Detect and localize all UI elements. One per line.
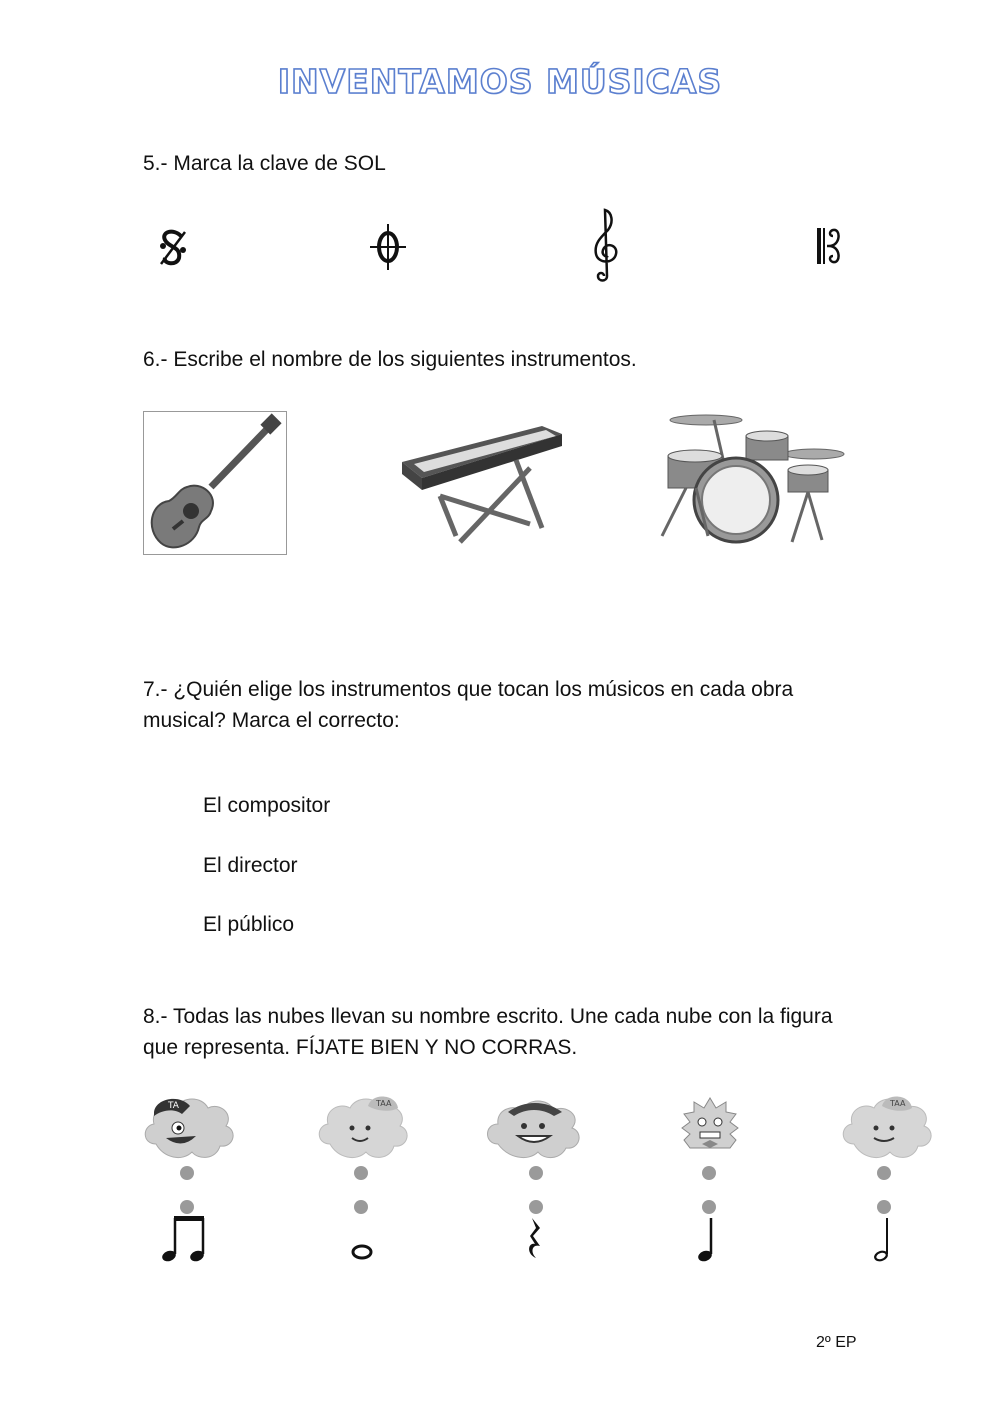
quarter-rest-icon [526,1212,546,1264]
segno-icon[interactable] [155,226,191,270]
option-director[interactable]: El director [203,854,298,877]
page-title: INVENTAMOS MÚSICAS [277,62,723,101]
option-compositor[interactable]: El compositor [203,794,331,817]
cloud-character-2 [312,1088,412,1168]
cloud-cap-text: TA [168,1101,179,1111]
footer-grade: 2º EP [816,1334,857,1351]
half-note-icon [872,1212,894,1264]
cloud-cap-text: TAA [376,1099,392,1108]
cloud-dot-1[interactable] [180,1166,194,1180]
eighth-notes-icon [160,1212,210,1264]
quarter-note-icon [696,1212,718,1264]
cloud-character-4 [660,1088,760,1168]
alto-clef-icon[interactable] [815,226,845,266]
cloud-dot-5[interactable] [877,1166,891,1180]
drum-kit-image [656,412,846,548]
treble-clef-icon[interactable] [588,206,624,284]
coda-icon[interactable] [368,222,408,272]
cloud-character-3 [484,1088,584,1168]
question-7: 7.- ¿Quién elige los instrumentos que tocan los músicos en cada obra musical? Marca el correcto: [143,678,794,732]
cloud-character-5 [836,1088,936,1168]
cloud-dot-4[interactable] [702,1166,716,1180]
cloud-character-1 [138,1088,238,1168]
guitar-image [143,411,287,555]
question-8: 8.- Todas las nubes llevan su nombre escrito. Une cada nube con la figura que representa. FÍJATE BIEN Y NO CORRAS. [143,1005,833,1059]
option-publico[interactable]: El público [203,913,295,936]
question-6: 6.- Escribe el nombre de los siguientes instrumentos. [143,348,637,371]
cloud-dot-2[interactable] [354,1166,368,1180]
cloud-cap-text: TAA [890,1099,906,1108]
question-5: 5.- Marca la clave de SOL [143,152,386,175]
cloud-dot-3[interactable] [529,1166,543,1180]
whole-note-icon [350,1212,374,1264]
keyboard-image [400,412,566,548]
